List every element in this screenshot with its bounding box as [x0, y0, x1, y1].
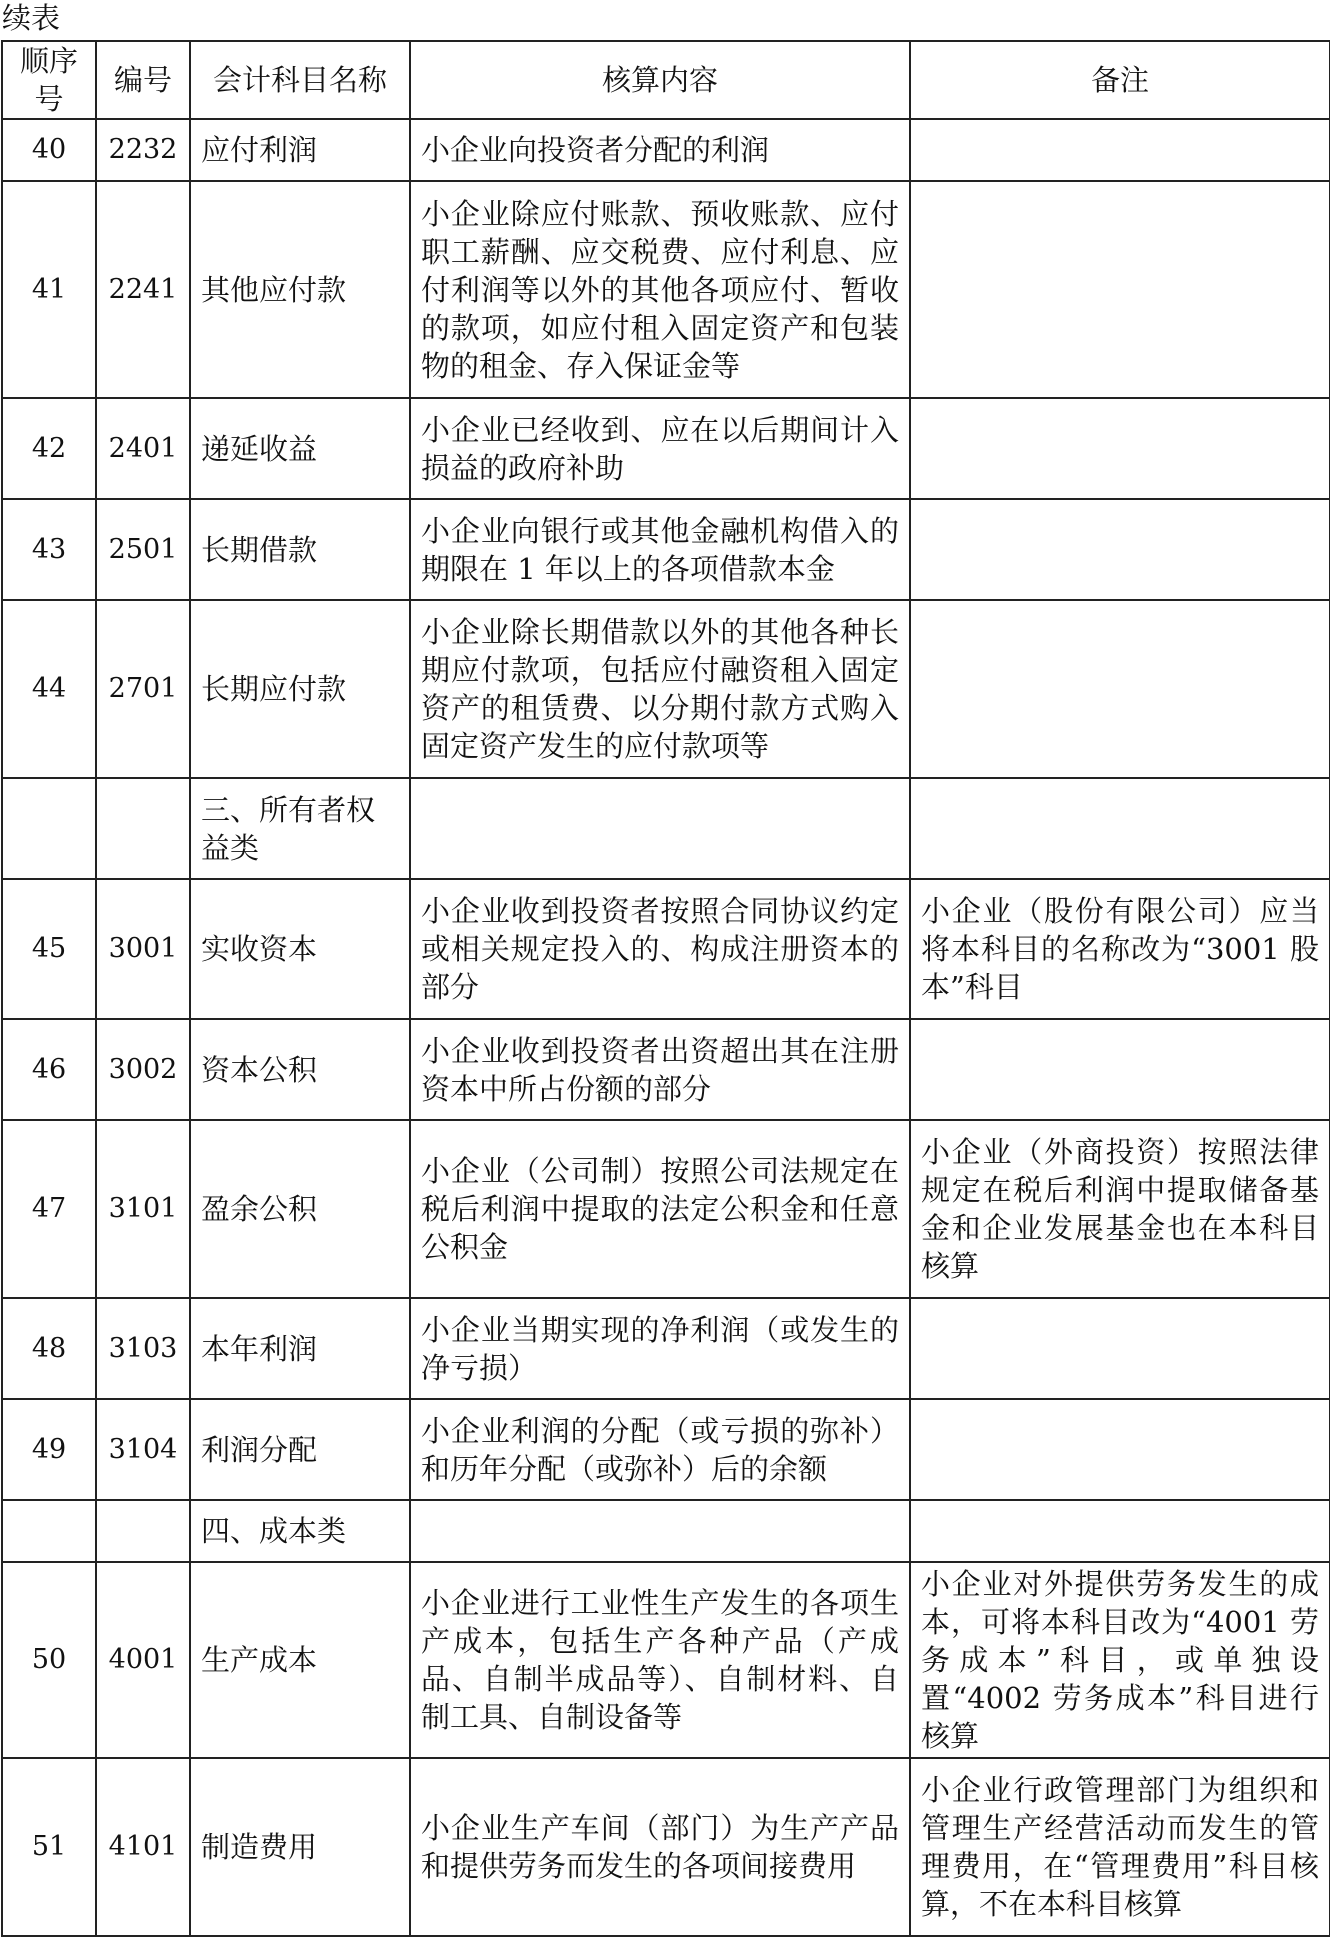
cell-name: 递延收益 [190, 398, 410, 499]
cell-name: 长期应付款 [190, 600, 410, 778]
header-seq: 顺序号 [2, 41, 96, 119]
header-content: 核算内容 [410, 41, 910, 119]
cell-seq: 40 [2, 119, 96, 181]
cell-code: 3103 [96, 1298, 190, 1399]
cell-content: 小企业除应付账款、预收账款、应付职工薪酬、应交税费、应付利息、应付利润等以外的其他各项应付、暂收的款项，如应付租入固定资产和包装物的租金、存入保证金等 [410, 181, 910, 398]
table-row [2, 398, 1330, 499]
cell-seq: 41 [2, 181, 96, 398]
cell-content [410, 778, 910, 879]
cell-code: 2232 [96, 119, 190, 181]
cell-content: 小企业当期实现的净利润（或发生的净亏损） [410, 1298, 910, 1399]
header-note: 备注 [910, 41, 1330, 119]
cell-seq [2, 778, 96, 879]
table-row [2, 119, 1330, 181]
cell-name: 实收资本 [190, 879, 410, 1019]
cell-seq: 48 [2, 1298, 96, 1399]
cell-seq: 42 [2, 398, 96, 499]
cell-code: 3002 [96, 1019, 190, 1120]
cell-name: 三、所有者权益类 [190, 778, 410, 879]
cell-seq: 46 [2, 1019, 96, 1120]
cell-note [910, 1399, 1330, 1500]
cell-note: 小企业（外商投资）按照法律规定在税后利润中提取储备基金和企业发展基金也在本科目核算 [910, 1120, 1330, 1298]
accounting-subjects-table [1, 40, 1330, 1937]
cell-name: 其他应付款 [190, 181, 410, 398]
cell-code [96, 778, 190, 879]
cell-name: 利润分配 [190, 1399, 410, 1500]
cell-code: 2401 [96, 398, 190, 499]
cell-note [910, 499, 1330, 600]
table-row [2, 181, 1330, 398]
cell-seq [2, 1500, 96, 1562]
cell-content: 小企业（公司制）按照公司法规定在税后利润中提取的法定公积金和任意公积金 [410, 1120, 910, 1298]
cell-seq: 43 [2, 499, 96, 600]
cell-seq: 49 [2, 1399, 96, 1500]
table-row [2, 1399, 1330, 1500]
table-row [2, 1298, 1330, 1399]
cell-note [910, 1298, 1330, 1399]
table-row [2, 1562, 1330, 1758]
cell-seq: 50 [2, 1562, 96, 1758]
table-row [2, 1758, 1330, 1936]
table-row [2, 879, 1330, 1019]
table-row [2, 1120, 1330, 1298]
cell-note [910, 1500, 1330, 1562]
cell-code: 3001 [96, 879, 190, 1019]
cell-code: 2501 [96, 499, 190, 600]
cell-name: 四、成本类 [190, 1500, 410, 1562]
header-code: 编号 [96, 41, 190, 119]
cell-note [910, 778, 1330, 879]
table-row-section [2, 1500, 1330, 1562]
cell-note: 小企业对外提供劳务发生的成本，可将本科目改为“4001 劳务成本”科目，或单独设置“4002 劳务成本”科目进行核算 [910, 1562, 1330, 1758]
cell-note [910, 398, 1330, 499]
cell-seq: 47 [2, 1120, 96, 1298]
header-name: 会计科目名称 [190, 41, 410, 119]
table-row [2, 499, 1330, 600]
cell-content [410, 1500, 910, 1562]
cell-code: 2701 [96, 600, 190, 778]
cell-code: 4001 [96, 1562, 190, 1758]
cell-note [910, 181, 1330, 398]
cell-content: 小企业利润的分配（或亏损的弥补）和历年分配（或弥补）后的余额 [410, 1399, 910, 1500]
cell-note [910, 600, 1330, 778]
cell-note [910, 119, 1330, 181]
cell-content: 小企业收到投资者按照合同协议约定或相关规定投入的、构成注册资本的部分 [410, 879, 910, 1019]
cell-content: 小企业进行工业性生产发生的各项生产成本，包括生产各种产品（产成品、自制半成品等）、自制材料、自制工具、自制设备等 [410, 1562, 910, 1758]
cell-name: 生产成本 [190, 1562, 410, 1758]
cell-code [96, 1500, 190, 1562]
cell-content: 小企业收到投资者出资超出其在注册资本中所占份额的部分 [410, 1019, 910, 1120]
table-caption: 续表 [2, 1, 61, 35]
table-row-section [2, 778, 1330, 879]
table-row [2, 600, 1330, 778]
cell-name: 本年利润 [190, 1298, 410, 1399]
cell-code: 4101 [96, 1758, 190, 1936]
cell-code: 3104 [96, 1399, 190, 1500]
table-row [2, 1019, 1330, 1120]
cell-name: 盈余公积 [190, 1120, 410, 1298]
cell-content: 小企业向投资者分配的利润 [410, 119, 910, 181]
cell-content: 小企业向银行或其他金融机构借入的期限在 1 年以上的各项借款本金 [410, 499, 910, 600]
cell-content: 小企业已经收到、应在以后期间计入损益的政府补助 [410, 398, 910, 499]
cell-seq: 45 [2, 879, 96, 1019]
cell-seq: 44 [2, 600, 96, 778]
cell-note: 小企业行政管理部门为组织和管理生产经营活动而发生的管理费用，在“管理费用”科目核算，不在本科目核算 [910, 1758, 1330, 1936]
cell-seq: 51 [2, 1758, 96, 1936]
cell-name: 应付利润 [190, 119, 410, 181]
cell-note [910, 1019, 1330, 1120]
cell-content: 小企业除长期借款以外的其他各种长期应付款项，包括应付融资租入固定资产的租赁费、以分期付款方式购入固定资产发生的应付款项等 [410, 600, 910, 778]
cell-name: 长期借款 [190, 499, 410, 600]
cell-name: 制造费用 [190, 1758, 410, 1936]
cell-name: 资本公积 [190, 1019, 410, 1120]
cell-content: 小企业生产车间（部门）为生产产品和提供劳务而发生的各项间接费用 [410, 1758, 910, 1936]
cell-note: 小企业（股份有限公司）应当将本科目的名称改为“3001 股本”科目 [910, 879, 1330, 1019]
cell-code: 3101 [96, 1120, 190, 1298]
cell-code: 2241 [96, 181, 190, 398]
header-row [2, 41, 1330, 119]
